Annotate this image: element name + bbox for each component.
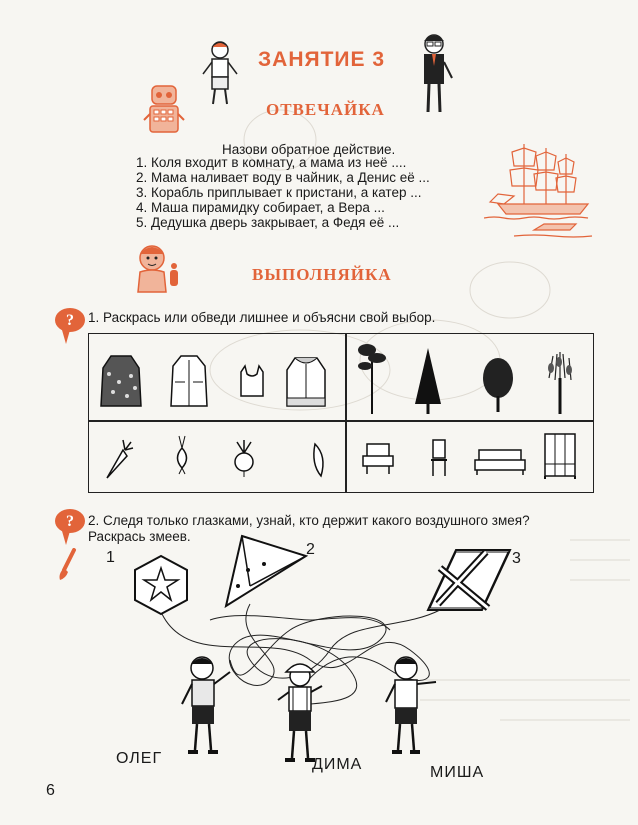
odd-one-out-grid	[88, 333, 594, 493]
child-name-misha: МИША	[430, 764, 485, 781]
child-name-oleg: ОЛЕГ	[116, 750, 163, 767]
task2-text	[88, 513, 628, 545]
list-item: 2. Мама наливает воду в чайник, а Денис её ...	[136, 170, 430, 185]
kite-number-2: 2	[306, 541, 316, 558]
list-item: 5. Дедушка дверь закрывает, а Федя её ...	[136, 215, 400, 230]
task2-line: 2. Следя только глазками, узнай, кто держит какого воздушного змея?	[88, 513, 530, 528]
wardrobe-icon[interactable]	[543, 432, 577, 480]
boy-oleg-illustration	[172, 652, 238, 762]
list-item: 3. Корабль приплывает к пристани, а катер ...	[136, 185, 422, 200]
reverse-actions-list	[136, 155, 430, 230]
armchair-icon[interactable]	[361, 438, 395, 476]
lesson-title: ЗАНЯТИЕ 3	[258, 48, 386, 71]
carrot-icon[interactable]	[101, 438, 135, 482]
task2-line: Раскрась змеев.	[88, 529, 191, 544]
boy-character-illustration	[198, 38, 242, 110]
question-think-icon	[52, 505, 86, 549]
list-item: 4. Маша пирамидку собирает, а Вера ...	[136, 200, 385, 215]
coat-icon[interactable]	[169, 352, 209, 410]
spruce-tree-icon[interactable]	[411, 346, 445, 416]
deciduous-tree-icon[interactable]	[481, 356, 515, 414]
page-number: 6	[46, 782, 55, 799]
section-title-answer: ОТВЕЧАЙКА	[266, 100, 385, 119]
boy-with-toy-illustration	[130, 242, 186, 294]
task1-text: 1. Раскрась или обведи лишнее и объясни свой выбор.	[88, 310, 436, 325]
grid-divider	[345, 334, 347, 492]
boy-misha-illustration	[380, 652, 446, 762]
jacket-icon[interactable]	[285, 354, 327, 412]
paintbrush-icon	[56, 548, 80, 582]
list-item: 1. Коля входит в комнату, а мама из неё ....	[136, 155, 407, 170]
boy-dima-illustration	[270, 660, 330, 770]
tank-top-icon[interactable]	[237, 364, 267, 398]
teacher-character-illustration	[412, 32, 456, 120]
section1-instruction: Назови обратное действие.	[222, 142, 396, 157]
question-think-icon	[52, 304, 86, 348]
sofa-icon[interactable]	[473, 448, 527, 476]
pine-tree-icon[interactable]	[355, 340, 389, 416]
kite-number-3: 3	[512, 550, 522, 567]
sailing-ship-illustration	[484, 138, 596, 240]
onion-icon[interactable]	[169, 434, 195, 478]
chair-icon[interactable]	[429, 438, 449, 478]
robot-icon	[142, 84, 186, 136]
grid-divider	[89, 420, 593, 422]
section-title-do: ВЫПОЛНЯЙКА	[252, 265, 392, 284]
radish-icon[interactable]	[229, 438, 259, 478]
svg-text:?: ?	[66, 312, 74, 329]
svg-text:?: ?	[66, 513, 74, 530]
child-name-dima: ДИМА	[312, 756, 363, 773]
triangle-kite[interactable]	[220, 534, 308, 608]
banana-icon[interactable]	[309, 440, 331, 480]
kite-number-1: 1	[106, 549, 116, 566]
fur-coat-icon[interactable]	[99, 352, 143, 410]
birch-tree-icon[interactable]	[543, 348, 577, 416]
